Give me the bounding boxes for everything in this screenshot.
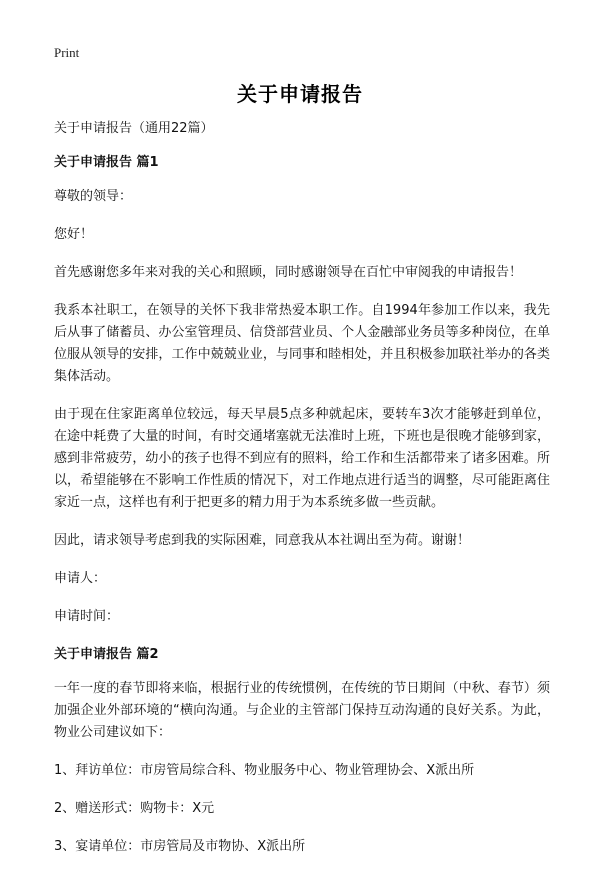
body-paragraph: 首先感谢您多年来对我的关心和照顾，同时感谢领导在百忙中审阅我的申请报告！: [54, 265, 523, 280]
list-item: 3、宴请单位：市房管局及市物协、X派出所: [54, 839, 306, 854]
document-subtitle: 关于申请报告（通用22篇）: [54, 121, 214, 136]
body-paragraph: 因此，请求领导考虑到我的实际困难，同意我从本社调出至为荷。谢谢！: [54, 533, 471, 548]
body-paragraph: 我系本社职工，在领导的关怀下我非常热爱本职工作。自1994年参加工作以来，我先后从事了储蓄员、办公室管理员、信贷部营业员、个人金融部业务员等多种岗位，在单位服从领导的安排，工作中兢兢业业，与同事和睦相处，并且积极参加联社举办的各类集体活动。: [54, 303, 550, 384]
greeting: 您好！: [54, 227, 94, 242]
body-paragraph: 一年一度的春节即将来临，根据行业的传统惯例，在传统的节日期间（中秋、春节）须加强企业外部环境的“横向沟通。与企业的主管部门保持互动沟通的良好关系。为此，物业公司建议如下：: [54, 681, 550, 740]
section-heading: 关于申请报告 篇1: [54, 155, 159, 170]
list-item: 2、赠送形式：购物卡：X元: [54, 801, 215, 816]
print-link[interactable]: Print: [54, 45, 80, 60]
body-paragraph: 由于现在住家距离单位较远，每天早晨5点多种就起床，要转车3次才能够赶到单位，在途中耗费了大量的时间，有时交通堵塞就无法准时上班，下班也是很晚才能够到家，感到非常疲劳，幼小的孩子也得不到应有的照料，给工作和生活都带来了诸多困难。所以，希望能够在不影响工作性质的情况下，对工作地点进行适当的调整，尽可能距离住家近一点，这样也有利于把更多的精力用于为本系统多做一些贡献。: [54, 407, 550, 510]
list-item: 1、拜访单位：市房管局综合科、物业服务中心、物业管理协会、X派出所: [54, 763, 475, 778]
section-heading: 关于申请报告 篇2: [54, 647, 159, 662]
application-date-line: 申请时间：: [54, 609, 120, 624]
document-body: [54, 118, 550, 874]
document-title: 关于申请报告: [237, 82, 363, 106]
salutation: 尊敬的领导：: [54, 189, 133, 204]
applicant-line: 申请人：: [54, 571, 107, 586]
